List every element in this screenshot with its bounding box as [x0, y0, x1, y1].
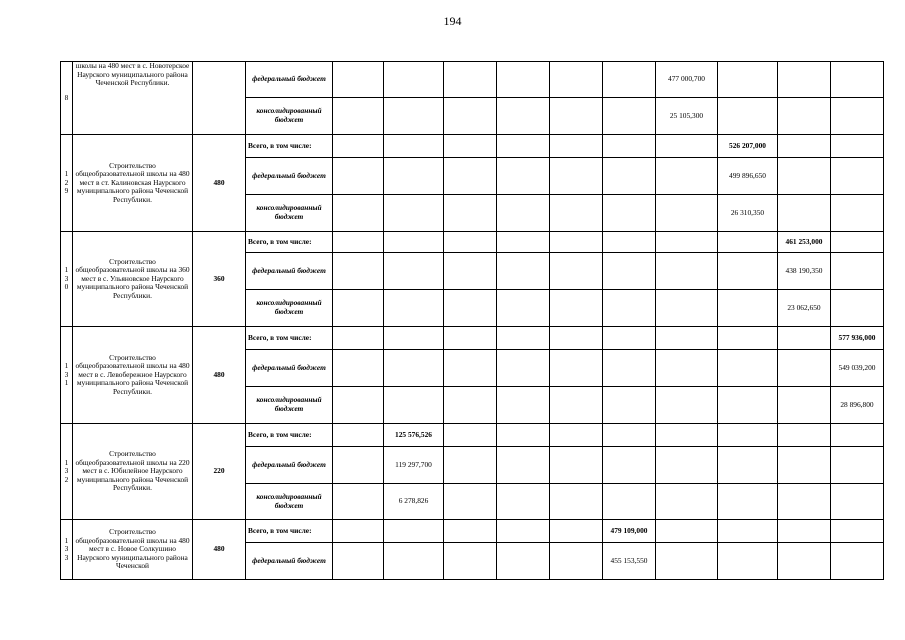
budget-table [60, 61, 884, 580]
object-name: Строительство общеобразовательной школы на 480 мест в ст. Калиновская Наурского муниципального района Чеченской Республики. [73, 135, 193, 232]
row-number: 1 3 2 [61, 424, 73, 520]
total-value: 125 576,526 [384, 424, 444, 447]
total-label: Всего, в том числе: [246, 520, 333, 543]
consolidated-budget-label: консолидированный бюджет [246, 98, 333, 135]
total-label: Всего, в том числе: [246, 424, 333, 447]
row-number: 1 2 9 [61, 135, 73, 232]
federal-budget-label: федеральный бюджет [246, 543, 333, 580]
federal-value: 119 297,700 [384, 447, 444, 484]
object-name: школы на 480 мест в с. Новотерское Наурского муниципального района Чеченской Республики. [73, 62, 193, 135]
capacity-cell: 220 [193, 424, 246, 520]
object-name: Строительство общеобразовательной школы на 480 мест в с. Левобережное Наурского муниципального района Чеченской Республики. [73, 327, 193, 424]
capacity-cell: 480 [193, 327, 246, 424]
federal-value: 549 039,200 [831, 350, 884, 387]
total-label: Всего, в том числе: [246, 327, 333, 350]
consolidated-budget-label: консолидированный бюджет [246, 195, 333, 232]
capacity-cell [193, 62, 246, 135]
consolidated-value: 6 278,826 [384, 484, 444, 520]
object-name: Строительство общеобразовательной школы на 480 мест в с. Новое Солкушино Наурского муниципального района Чеченской [73, 520, 193, 580]
federal-budget-label: федеральный бюджет [246, 158, 333, 195]
consolidated-value: 23 062,650 [778, 290, 831, 327]
federal-value: 455 153,550 [603, 543, 656, 580]
consolidated-budget-label: консолидированный бюджет [246, 290, 333, 327]
row-number: 1 3 0 [61, 232, 73, 327]
capacity-cell: 360 [193, 232, 246, 327]
total-value: 526 207,000 [718, 135, 778, 158]
table-row [61, 135, 884, 158]
table-row [61, 424, 884, 447]
object-name: Строительство общеобразовательной школы на 220 мест в с. Юбилейное Наурского муниципального района Чеченской Республики. [73, 424, 193, 520]
total-value: 479 109,000 [603, 520, 656, 543]
table-row [61, 62, 884, 98]
page-number: 194 [443, 14, 462, 28]
federal-value: 477 000,700 [656, 62, 718, 98]
total-label: Всего, в том числе: [246, 232, 333, 253]
federal-value: 438 190,350 [778, 253, 831, 290]
table-row [61, 327, 884, 350]
table-row [61, 232, 884, 253]
consolidated-budget-label: консолидированный бюджет [246, 387, 333, 424]
capacity-cell: 480 [193, 135, 246, 232]
row-number: 1 3 3 [61, 520, 73, 580]
consolidated-budget-label: консолидированный бюджет [246, 484, 333, 520]
row-number: 8 [61, 62, 73, 135]
table-row [61, 520, 884, 543]
total-value: 461 253,000 [778, 232, 831, 253]
total-label: Всего, в том числе: [246, 135, 333, 158]
federal-budget-label: федеральный бюджет [246, 350, 333, 387]
row-number: 1 3 1 [61, 327, 73, 424]
capacity-cell: 480 [193, 520, 246, 580]
consolidated-value: 26 310,350 [718, 195, 778, 232]
object-name: Строительство общеобразовательной школы на 360 мест в с. Ульяновское Наурского муниципального района Чеченской Республики. [73, 232, 193, 327]
federal-budget-label: федеральный бюджет [246, 447, 333, 484]
total-value: 577 936,000 [831, 327, 884, 350]
federal-value: 499 896,650 [718, 158, 778, 195]
consolidated-value: 28 896,800 [831, 387, 884, 424]
consolidated-value: 25 105,300 [656, 98, 718, 135]
federal-budget-label: федеральный бюджет [246, 253, 333, 290]
federal-budget-label: федеральный бюджет [246, 62, 333, 98]
